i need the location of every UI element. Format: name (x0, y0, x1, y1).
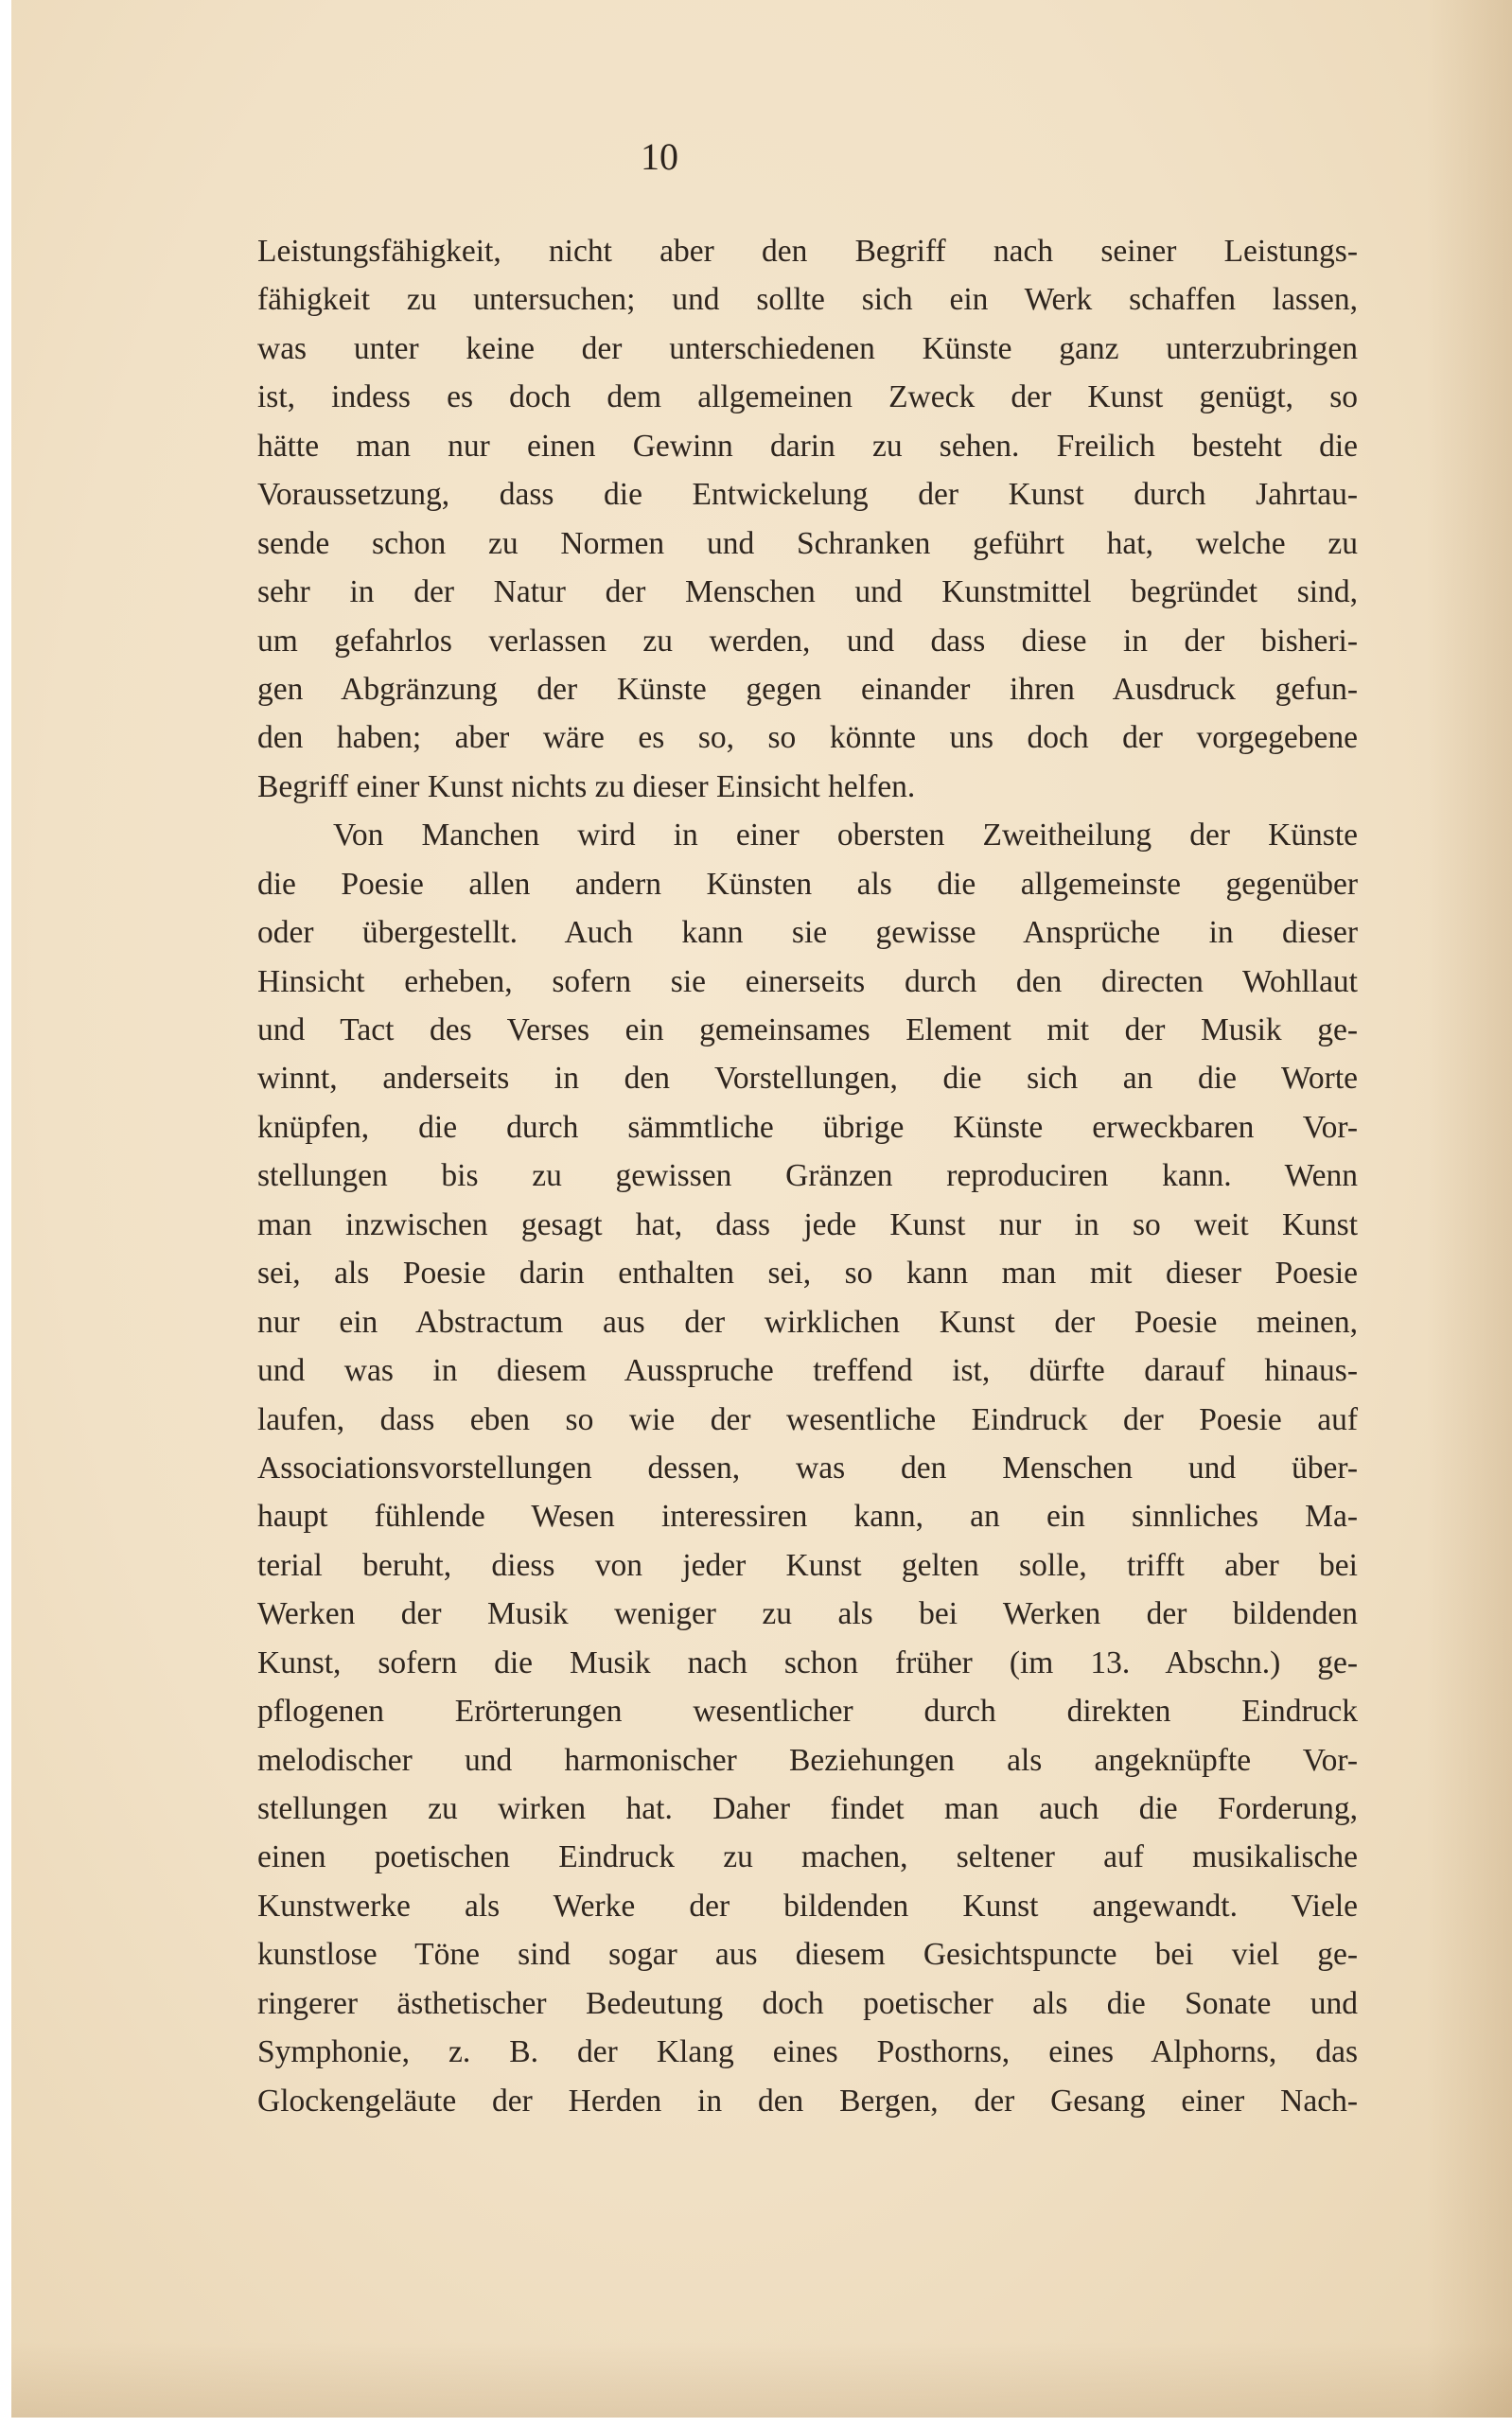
text-line: man inzwischen gesagt hat, dass jede Kunst nur in so weit Kunst (257, 1206, 1358, 1242)
text-line: Hinsicht erheben, sofern sie einerseits durch den directen Wohllaut (257, 963, 1358, 999)
body-text (257, 227, 1358, 2125)
text-line: laufen, dass eben so wie der wesentliche Eindruck der Poesie auf (257, 1401, 1358, 1437)
text-line: Werken der Musik weniger zu als bei Werken der bildenden (257, 1596, 1358, 1632)
text-line: um gefahrlos verlassen zu werden, und dass diese in der bisheri- (257, 623, 1358, 659)
text-line: nur ein Abstractum aus der wirklichen Kunst der Poesie meinen, (257, 1304, 1358, 1340)
text-line: hätte man nur einen Gewinn darin zu sehen. Freilich besteht die (257, 428, 1358, 464)
text-line: was unter keine der unterschiedenen Künste ganz unterzubringen (257, 330, 1358, 366)
text-line: Symphonie, z. B. der Klang eines Posthorns, eines Alphorns, das (257, 2034, 1358, 2070)
text-line: Kunstwerke als Werke der bildenden Kunst angewandt. Viele (257, 1888, 1358, 1924)
text-line: winnt, anderseits in den Vorstellungen, die sich an die Worte (257, 1061, 1358, 1097)
text-line: pflogenen Erörterungen wesentlicher durch direkten Eindruck (257, 1694, 1358, 1730)
text-line: melodischer und harmonischer Beziehungen als angeknüpfte Vor- (257, 1742, 1358, 1778)
text-line: terial beruht, diess von jeder Kunst gelten solle, trifft aber bei (257, 1547, 1358, 1583)
text-line: Von Manchen wird in einer obersten Zweitheilung der Künste (333, 818, 1358, 853)
page-number: 10 (641, 135, 678, 178)
text-line: ist, indess es doch dem allgemeinen Zweck der Kunst genügt, so (257, 379, 1358, 415)
text-line: die Poesie allen andern Künsten als die allgemeinste gegenüber (257, 866, 1358, 902)
text-line: sei, als Poesie darin enthalten sei, so kann man mit dieser Poesie (257, 1256, 1358, 1292)
text-line: Leistungsfähigkeit, nicht aber den Begriff nach seiner Leistungs- (257, 234, 1358, 269)
text-line: stellungen zu wirken hat. Daher findet man auch die Forderung, (257, 1791, 1358, 1826)
text-line: gen Abgränzung der Künste gegen einander ihren Ausdruck gefun- (257, 671, 1358, 707)
text-line: haupt fühlende Wesen interessiren kann, an ein sinnliches Ma- (257, 1499, 1358, 1535)
text-line: stellungen bis zu gewissen Gränzen reproduciren kann. Wenn (257, 1158, 1358, 1194)
text-line: kunstlose Töne sind sogar aus diesem Gesichtspuncte bei viel ge- (257, 1937, 1358, 1973)
text-line: und was in diesem Ausspruche treffend ist, dürfte darauf hinaus- (257, 1353, 1358, 1389)
text-line: Kunst, sofern die Musik nach schon früher (im 13. Abschn.) ge- (257, 1644, 1358, 1680)
text-line: knüpfen, die durch sämmtliche übrige Künste erweckbaren Vor- (257, 1109, 1358, 1145)
text-line: Begriff einer Kunst nichts zu dieser Einsicht helfen. (257, 768, 916, 804)
text-line: den haben; aber wäre es so, so könnte uns doch der vorgegebene (257, 720, 1358, 756)
page-edge-shadow (1427, 0, 1512, 2418)
text-line: Associationsvorstellungen dessen, was den Menschen und über- (257, 1450, 1358, 1486)
text-line: einen poetischen Eindruck zu machen, seltener auf musikalische (257, 1839, 1358, 1875)
page-bottom-shadow (11, 2342, 1512, 2418)
text-line: Voraussetzung, dass die Entwickelung der Kunst durch Jahrtau- (257, 477, 1358, 513)
text-line: und Tact des Verses ein gemeinsames Element mit der Musik ge- (257, 1012, 1358, 1047)
text-line: Glockengeläute der Herden in den Bergen, der Gesang einer Nach- (257, 2083, 1358, 2119)
text-line: fähigkeit zu untersuchen; und sollte sich ein Werk schaffen lassen, (257, 282, 1358, 318)
text-line: oder übergestellt. Auch kann sie gewisse Ansprüche in dieser (257, 915, 1358, 951)
text-line: sende schon zu Normen und Schranken geführt hat, welche zu (257, 525, 1358, 561)
text-line: ringerer ästhetischer Bedeutung doch poetischer als die Sonate und (257, 1985, 1358, 2021)
text-line: sehr in der Natur der Menschen und Kunstmittel begründet sind, (257, 574, 1358, 610)
